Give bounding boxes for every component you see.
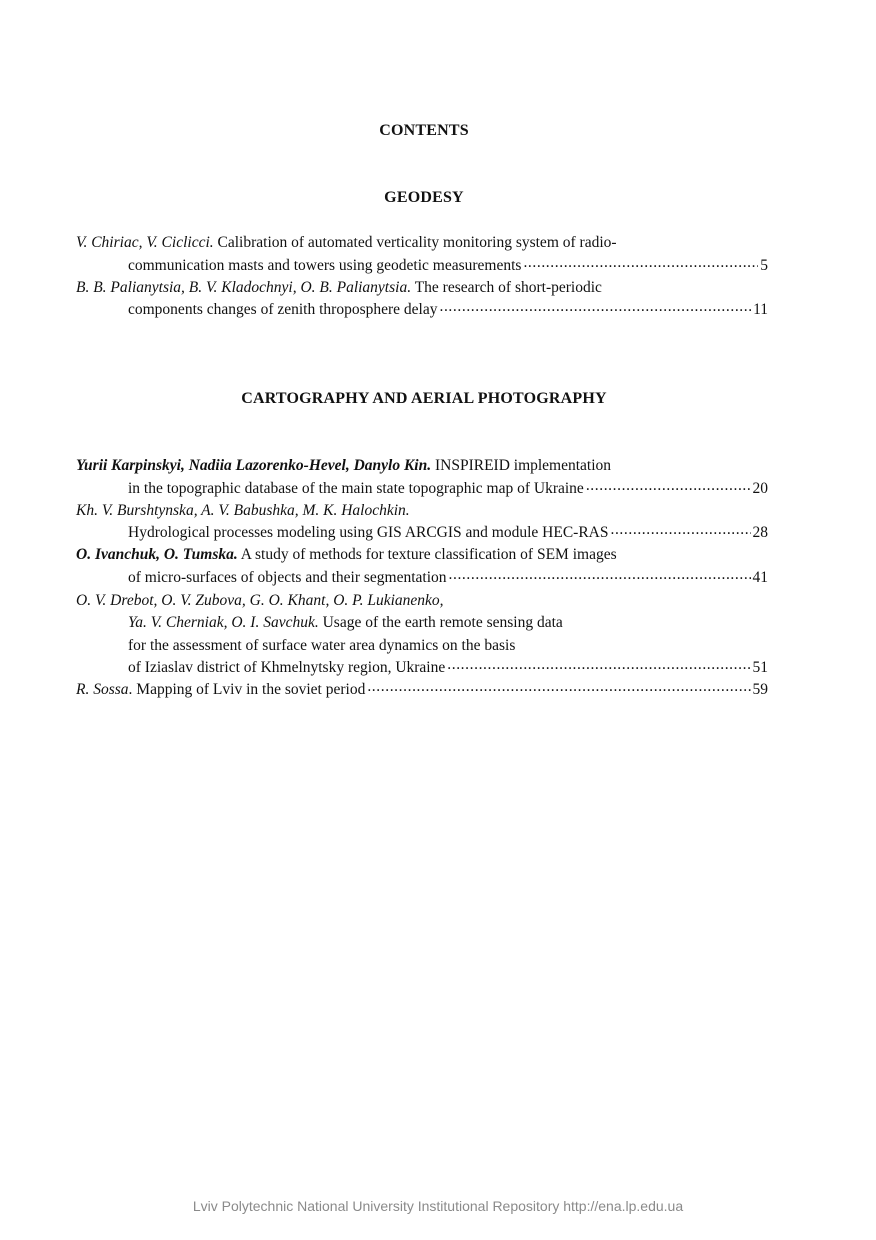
toc-entry-2-line1 (76, 277, 602, 299)
toc-entry-title: components changes of zenith throposphere delay (128, 301, 438, 318)
dot-leader (610, 523, 750, 537)
toc-entry-title: for the assessment of surface water area dynamics on the basis (128, 637, 516, 654)
toc-entry-7-line1[interactable] (76, 679, 768, 701)
toc-entry-authors: O. V. Drebot, O. V. Zubova, G. O. Khant, O. P. Lukianenko, (76, 592, 444, 609)
toc-page-number: 5 (760, 257, 768, 274)
toc-entry-6-line1 (76, 590, 444, 612)
toc-entry-6-line2 (128, 612, 563, 634)
dot-leader (447, 658, 750, 672)
toc-entry-6-line3 (128, 635, 515, 657)
dot-leader (367, 680, 750, 694)
toc-entry-title: of micro-surfaces of objects and their segmentation (128, 569, 447, 586)
contents-title: CONTENTS (379, 122, 469, 139)
toc-entry-title: in the topographic database of the main state topographic map of Ukraine (128, 480, 584, 497)
toc-entry-6-line4[interactable] (128, 657, 768, 679)
toc-entry-title: Hydrological processes modeling using GIS ARCGIS and module HEC-RAS (128, 524, 609, 541)
toc-entry-3-line2[interactable] (128, 478, 768, 500)
toc-entry-title (76, 679, 365, 701)
section-heading-cartography: CARTOGRAPHY AND AERIAL PHOTOGRAPHY (241, 390, 607, 407)
toc-entry-authors: Ya. V. Cherniak, O. I. Savchuk. (128, 614, 319, 631)
toc-entry-authors: Kh. V. Burshtynska, A. V. Babushka, M. K. Halochkin. (76, 502, 410, 519)
toc-page-number: 51 (752, 659, 768, 676)
toc-entry-title: A study of methods for texture classification of SEM images (237, 546, 617, 563)
toc-entry-title-text: . Mapping of Lviv in the soviet period (128, 681, 366, 698)
toc-page-number: 59 (752, 681, 768, 698)
toc-entry-authors: O. Ivanchuk, O. Tumska. (76, 546, 238, 563)
toc-entry-2-line2[interactable] (128, 299, 768, 321)
toc-entry-1-line1 (76, 232, 617, 254)
toc-entry-title: Usage of the earth remote sensing data (318, 614, 563, 631)
toc-entry-4-line1 (76, 500, 410, 522)
toc-entry-authors: Yurii Karpinskyi, Nadiia Lazorenko-Hevel, Danylo Kin. (76, 457, 432, 474)
toc-entry-title: communication masts and towers using geodetic measurements (128, 257, 522, 274)
toc-entry-5-line2[interactable] (128, 567, 768, 589)
toc-entry-5-line1 (76, 544, 617, 566)
dot-leader (523, 256, 758, 270)
dot-leader (439, 300, 751, 314)
toc-entry-authors: R. Sossa (76, 681, 129, 698)
toc-entry-3-line1 (76, 455, 611, 477)
toc-entry-authors: V. Chiriac, V. Ciclicci. (76, 234, 214, 251)
toc-entry-1-line2[interactable] (128, 255, 768, 277)
section-heading-geodesy: GEODESY (384, 189, 464, 206)
dot-leader (586, 479, 751, 493)
toc-page-number: 41 (752, 569, 768, 586)
toc-entry-4-line2[interactable] (128, 522, 768, 544)
toc-page-number: 20 (752, 480, 768, 497)
repository-footer: Lviv Polytechnic National University Institutional Repository http://ena.lp.edu.ua (192, 1198, 684, 1214)
toc-page-number: 11 (753, 301, 768, 318)
toc-entry-authors: B. B. Palianytsia, B. V. Kladochnyi, O. B. Palianytsia. (76, 279, 412, 296)
toc-entry-title: INSPIREID implementation (431, 457, 612, 474)
toc-entry-title: of Iziaslav district of Khmelnytsky region, Ukraine (128, 659, 446, 676)
toc-page-number: 28 (752, 524, 768, 541)
toc-entry-title: The research of short-periodic (411, 279, 602, 296)
toc-entry-title: Calibration of automated verticality monitoring system of radio- (213, 234, 617, 251)
dot-leader (449, 568, 751, 582)
